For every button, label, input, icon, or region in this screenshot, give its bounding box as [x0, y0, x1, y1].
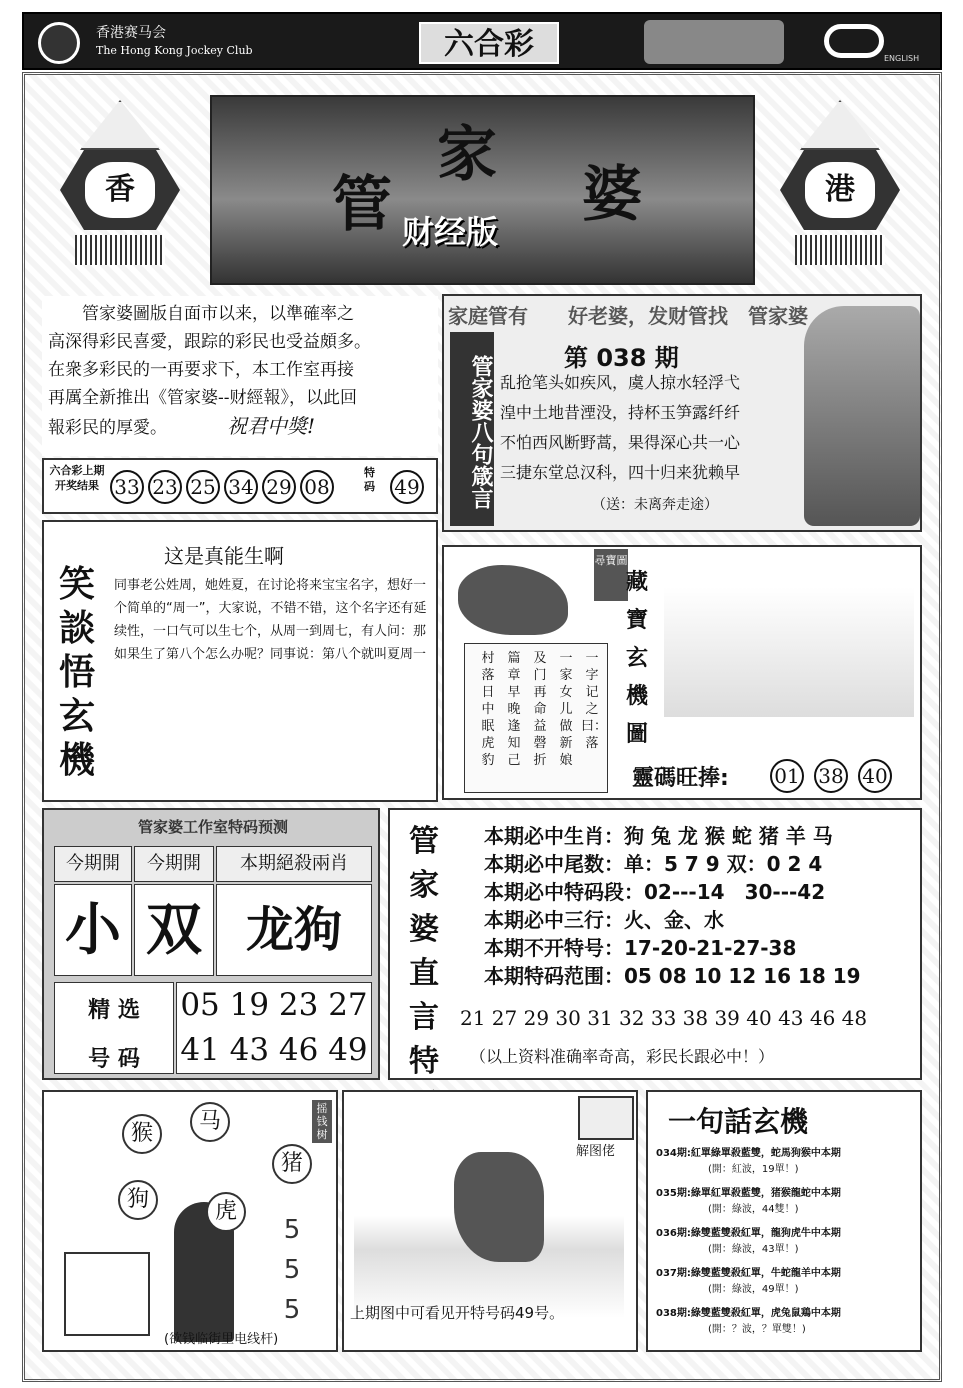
phrase-result: (開：綠波，44雙！)	[708, 1204, 799, 1215]
picture-hint-panel	[342, 1090, 638, 1352]
scroll-column: 村落日中眠虎豹	[481, 651, 495, 768]
treasure-panel	[442, 545, 922, 800]
hint-icon-label: 解图佬	[576, 1144, 616, 1159]
poem-line: 三捷东堂总汉科，四十归来犹赖早	[500, 463, 741, 482]
banner-char-3: 婆	[582, 160, 642, 230]
direct-special-numbers: 21 27 29 30 31 32 33 38 39 40 43 46 48	[460, 1006, 868, 1030]
banner-subtitle: 财经版	[402, 213, 499, 251]
lucky-ball: 40	[858, 759, 892, 793]
lucky-ball: 38	[814, 759, 848, 793]
intro-line: 管家婆圖版自面市以来，以準確率之	[82, 304, 354, 324]
poem-vertical-title: 管家婆八句箴言	[450, 332, 494, 526]
eight-verse-panel	[442, 294, 922, 532]
selected-numbers	[176, 982, 372, 1074]
hkjc-name-cn: 香港赛马会	[96, 25, 166, 41]
result-ball: 33	[110, 470, 144, 504]
direct-tips-panel	[388, 808, 922, 1080]
prediction-header: 管家婆工作室特码预测	[137, 818, 288, 836]
selected-label-1: 精 选	[88, 997, 140, 1023]
direct-vertical-title: 管家婆直言特	[409, 824, 439, 1079]
zodiac-ball: 猪	[272, 1144, 312, 1184]
scroll-column: 一家女儿做新娘	[559, 651, 573, 768]
money-tree-caption: (欲钱临街里电线杆)	[164, 1332, 279, 1347]
top-header-bar	[22, 12, 942, 70]
result-ball: 23	[148, 470, 182, 504]
phrase-result: (開：？波，？單雙！)	[708, 1324, 806, 1335]
horses-image	[644, 20, 784, 64]
special-label: 特码	[364, 466, 375, 493]
poem-gift: （送：未离奔走途）	[592, 497, 718, 513]
direct-row: 本期必中生肖：狗 兔 龙 猴 蛇 猪 羊 马	[484, 824, 833, 848]
prediction-value-2: 双	[134, 884, 214, 976]
hkjc-logo-icon	[38, 22, 80, 64]
horse-rider-image	[458, 565, 568, 635]
english-link[interactable]: ENGLISH	[884, 54, 920, 63]
selected-numbers-label	[54, 982, 174, 1074]
phrase-result: (開：綠波，43單！)	[708, 1244, 799, 1255]
poem-line: 不怕西风断野蒿，果得深心共一心	[500, 433, 741, 452]
phrase-line: 035期:綠單紅單殺藍雙，猪猴龍蛇中本期	[656, 1188, 841, 1199]
intro-line-end: 報彩民的厚愛。	[48, 418, 167, 438]
hkjc-name-en: The Hong Kong Jockey Club	[96, 44, 253, 57]
joke-vertical-title: 笑談悟玄機	[58, 563, 95, 781]
money-tree-panel	[42, 1090, 338, 1352]
last-result-label: 六合彩上期开奖结果	[49, 464, 105, 492]
zodiac-ball: 虎	[206, 1192, 246, 1232]
intro-line	[48, 412, 432, 442]
phrase-line: 036期:綠雙藍雙殺紅單，龍狗虎牛中本期	[656, 1228, 841, 1239]
scroll-column: 及门再命益磬折	[533, 651, 547, 768]
direct-row: 本期必中特码段：02---14 30---42	[484, 880, 826, 904]
phrase-line: 034期:紅單綠單殺藍雙，蛇馬狗猴中本期	[656, 1148, 841, 1159]
one-line-hint-panel	[646, 1090, 922, 1352]
lantern-roof	[800, 100, 880, 150]
result-ball: 29	[262, 470, 296, 504]
prediction-col-3: 本期絕殺兩肖	[216, 846, 372, 882]
lantern-fringe	[795, 235, 885, 265]
mark-six-title: 六合彩	[419, 22, 559, 64]
left-lantern	[55, 100, 185, 270]
banner-char-1: 管	[332, 170, 392, 240]
scroll-column: 篇章早晚逢知己	[507, 651, 521, 768]
direct-footer: （以上资料准确率奇高，彩民长跟必中！）	[470, 1047, 775, 1066]
prediction-col-2: 今期開	[134, 846, 214, 882]
phrase-line: 037期:綠雙藍雙殺紅單，牛蛇龍羊中本期	[656, 1268, 841, 1279]
lantern-char: 港	[805, 162, 875, 218]
scroll-column: 一字记之曰：落	[581, 651, 608, 751]
phrase-header: 一句話玄機	[668, 1105, 809, 1138]
lantern-fringe	[75, 235, 165, 265]
banner-char-2: 家	[437, 120, 497, 190]
title-banner	[210, 95, 755, 285]
direct-row: 本期必中尾数：单：5 7 9 双：0 2 4	[484, 852, 823, 876]
selected-numbers-row-1: 05 19 23 27	[180, 987, 368, 1023]
hint-icon	[578, 1096, 634, 1140]
prediction-value-3: 龙狗	[216, 884, 372, 976]
issue-number: 第 038 期	[564, 344, 679, 372]
result-ball: 25	[186, 470, 220, 504]
selected-label-2: 号 码	[88, 1046, 140, 1072]
intro-line: 高深得彩民喜愛，跟踪的彩民也受益頗多。	[48, 332, 371, 352]
direct-row: 本期特码范围：05 08 10 12 16 18 19	[484, 964, 861, 988]
last-result-bar	[42, 458, 438, 514]
treasure-tag: 尋寶圖	[594, 549, 628, 601]
zodiac-ball: 狗	[118, 1180, 158, 1220]
intro-line: 再厲全新推出《管家婆--财經報》，以此回	[48, 388, 357, 408]
poem-line: 乱抢笔头如疾风，虞人掠水轻浮弋	[500, 373, 741, 392]
poem-illustration	[804, 306, 920, 526]
joke-title: 这是真能生啊	[164, 544, 284, 568]
treasure-vertical-title: 藏寶玄機圖	[625, 569, 648, 747]
picture-caption: 上期图中可看见开特号码49号。	[350, 1304, 565, 1322]
direct-row: 本期必中三行：火、金、水	[484, 908, 724, 932]
lucky-label: 靈碼旺捧:	[632, 766, 729, 791]
intro-text	[42, 296, 438, 456]
intro-signature: 祝君中獎!	[227, 414, 316, 438]
lantern-roof	[80, 100, 160, 150]
joke-panel	[42, 520, 438, 802]
phrase-line: 038期:綠雙藍雙殺紅單，虎兔鼠鶏中本期	[656, 1308, 841, 1319]
special-ball: 49	[390, 470, 424, 504]
direct-row: 本期不开特号：17-20-21-27-38	[484, 936, 797, 960]
joke-text: 同事老公姓周，她姓夏，在讨论将来宝宝名字，想好一个简单的“周一”，大家说，不错不错，这个名字还有延续性，一口气可以生七个，从周一到周七，有人问：那如果生了第八个怎么办呢？同事说：第八个就叫夏周一	[114, 578, 427, 662]
empty-box	[64, 1252, 150, 1336]
poem-line: 湟中土地昔湮没，持杯玉笋露纤纤	[500, 403, 741, 422]
zodiac-ball: 马	[190, 1102, 230, 1142]
selected-numbers-row-2: 41 43 46 49	[180, 1032, 368, 1068]
crocodile-illustration	[664, 587, 914, 717]
poem-header: 家庭管有 好老婆，发财管找 管家婆	[448, 304, 808, 328]
lucky-ball: 01	[770, 759, 804, 793]
intro-line: 在衆多彩民的一再要求下，本工作室再接	[48, 360, 354, 380]
treasure-scroll	[464, 643, 608, 793]
prediction-panel	[42, 808, 380, 1080]
zodiac-ball: 猴	[122, 1114, 162, 1154]
prediction-value-1: 小	[54, 884, 132, 976]
prediction-col-1: 今期開	[54, 846, 132, 882]
result-ball: 34	[224, 470, 258, 504]
lantern-char: 香	[85, 162, 155, 218]
money-tree-tag: 摇钱树	[312, 1100, 332, 1143]
phrase-result: (開：綠波，49單！)	[708, 1284, 799, 1295]
phrase-result: (開：紅波，19單！)	[708, 1164, 799, 1175]
rider-image	[454, 1152, 544, 1262]
mark-six-logo-icon	[824, 24, 884, 58]
result-ball: 08	[300, 470, 334, 504]
tree-sequence: 5 5 5	[283, 1215, 301, 1325]
right-lantern	[775, 100, 905, 270]
